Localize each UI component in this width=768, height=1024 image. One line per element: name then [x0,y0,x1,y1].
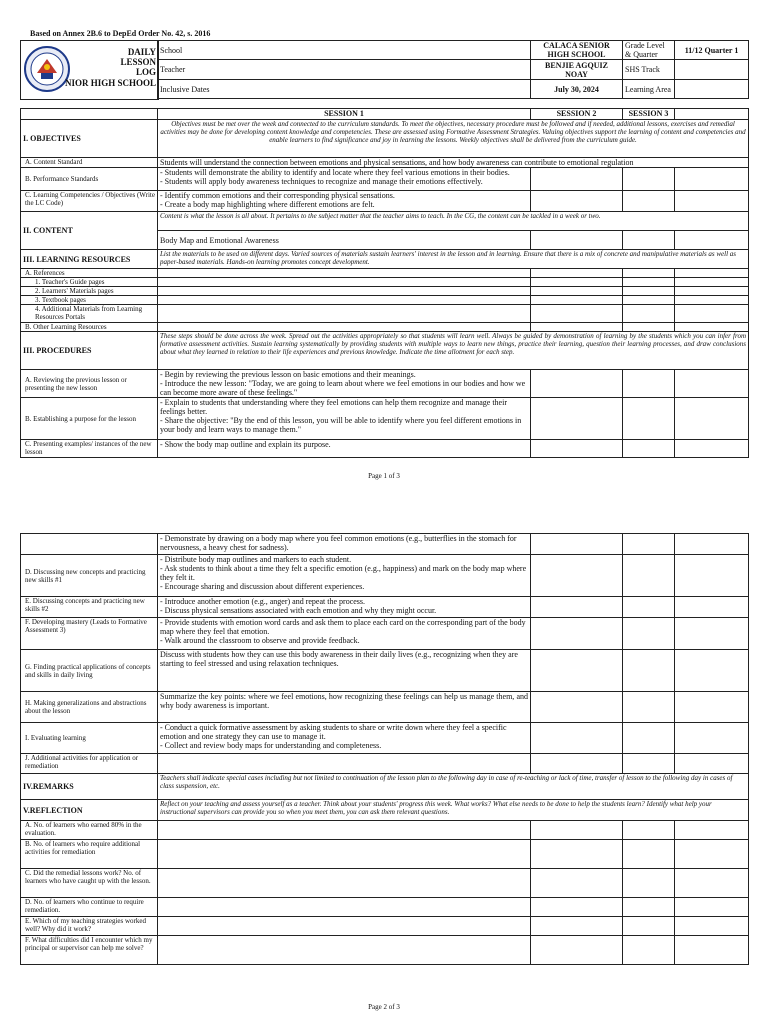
procedure-c-text: - Show the body map outline and explain its purpose. [158,440,531,458]
resources-note: List the materials to be used on different days. Varied sources of materials sustain learners' interest in the lesson and in learning. Ensure that there is a mix of concrete and manipulative materials as well as paper-based materials. Hands-on learning promotes concept development. [158,250,749,269]
competencies-text: - Identify common emotions and their corresponding physical sensations. - Create a body map highlighting where different emotions are felt. [158,191,531,212]
references-label: A. References [21,269,158,278]
header-info-table [157,40,749,99]
procedure-e-label: E. Discussing concepts and practicing new skills #2 [21,597,158,618]
procedure-h-text: Summarize the key points: where we feel emotions, how recognizing these feelings can help us manage them, and why body awareness is important. [158,692,531,723]
objectives-note: Objectives must be met over the week and connected to the curriculum standards. To meet the objectives, necessary procedure must be followed and if needed, additional lessons, exercises and remedial activities may be done for developing content knowledge and competencies. These are assessed using Formative Assessment Strategies. Valuing objectives support the learning of content and competencies and enable learners to find significance and joy in learning the lessons. Weekly objectives shall be delivered from the curriculum guide. [158,120,749,158]
procedure-a-label: A. Reviewing the previous lesson or presenting the new lesson [21,370,158,398]
annex-reference: Based on Annex 2B.6 to DepEd Order No. 42, s. 2016 [30,29,211,38]
lesson-table-page2 [20,533,749,965]
school-type: NIOR HIGH SCHOOL [64,78,156,88]
procedure-e-text: - Introduce another emotion (e.g., anger) and repeat the process. - Discuss physical sensations associated with each emotion and why they might occur. [158,597,531,618]
procedure-g-text: Discuss with students how they can use this body awareness in their daily lives (e.g., recognizing when they are starting to feel stressed and using relaxation techniques. [158,650,531,692]
session-1-header: SESSION 1 [158,109,531,120]
reflection-item-e: E. Which of my teaching strategies worked well? Why did it work? [21,917,158,936]
procedure-i-label: I. Evaluating learning [21,723,158,754]
dates-label: Inclusive Dates [158,80,531,99]
other-resources-label: B. Other Learning Resources [21,323,158,332]
procedure-d-text: - Distribute body map outlines and markers to each student. - Ask students to think about a time they felt a specific emotion (e.g., happiness) and mark on the body map where they felt it. - Encourage sharing and discussion about different experiences. [158,555,531,597]
textbook-pages-label: 3. Textbook pages [21,296,158,305]
procedure-c-text-continued: - Demonstrate by drawing on a body map where you feel common emotions (e.g., butterflies in the stomach for nervousness, a heavy chest for sadness). [158,534,531,555]
grade-label: Grade Level & Quarter [623,41,675,60]
content-label: II. CONTENT [21,212,158,250]
dates-value: July 30, 2024 [531,80,623,99]
tg-pages-label: 1. Teacher's Guide pages [21,278,158,287]
remarks-label: IV.REMARKS [21,774,158,800]
school-value: CALACA SENIOR HIGH SCHOOL [531,41,623,60]
reflection-item-a: A. No. of learners who earned 80% in the evaluation. [21,821,158,840]
grade-value: 11/12 Quarter 1 [675,41,749,60]
competencies-label: C. Learning Competencies / Objectives (Write the LC Code) [21,191,158,212]
remarks-note: Teachers shall indicate special cases including but not limited to continuation of the lesson plan to the following day in case of re-teaching or lack of time, transfer of lesson to the following day in cases of class suspension, etc. [158,774,749,800]
procedure-b-text: - Explain to students that understanding where they feel emotions can help them recognize and manage their feelings better. - Share the objective: "By the end of this lesson, you will be able to identify where you feel different emotions in your body and learn ways to manage them." [158,398,531,440]
teacher-value: BENJIE AGQUIZ NOAY [531,60,623,80]
resources-label: III. LEARNING RESOURCES [21,250,158,269]
procedures-label: III. PROCEDURES [21,332,158,370]
reflection-label: V.REFLECTION [21,800,158,821]
session-2-header: SESSION 2 [531,109,623,120]
procedure-i-text: - Conduct a quick formative assessment by asking students to share or write down where they feel a specific emotion and one strategy they can use to manage it. - Collect and review body maps for understanding and completeness. [158,723,531,754]
log-title: DAILY LESSON LOG [120,47,156,77]
content-standard-label: A. Content Standard [21,158,158,168]
content-value: Body Map and Emotional Awareness [158,231,531,250]
procedure-f-label: F. Developing mastery (Leads to Formative Assessment 3) [21,618,158,650]
reflection-item-b: B. No. of learners who require additional activities for remediation [21,840,158,869]
deped-seal-icon [23,45,71,93]
procedure-d-label: D. Discussing new concepts and practicing new skills #1 [21,555,158,597]
header-logo-cell [20,40,159,100]
performance-label: B. Performance Standards [21,168,158,191]
content-standard-text: Students will understand the connection between emotions and physical sensations, and how body awareness can contribute to emotional regulation [158,158,749,168]
procedure-f-text: - Provide students with emotion word cards and ask them to place each card on the corresponding part of the body map where they feel that emotion. - Walk around the classroom to observe and provide feedback. [158,618,531,650]
objectives-label: I. OBJECTIVES [21,120,158,158]
performance-text: - Students will demonstrate the ability to identify and locate where they feel various emotions in their bodies. - Students will apply body awareness techniques to recognize and manage their emotions effectively. [158,168,531,191]
reflection-item-f: F. What difficulties did I encounter which my principal or supervisor can help me solve? [21,936,158,965]
track-label: SHS Track [623,60,675,80]
procedures-note: These steps should be done across the week. Spread out the activities appropriately so that students will learn well. Always be guided by demonstration of learning by the students which you can infer from formative assessment activities. Sustain learning systematically by providing students with multiple ways to learn new things, practice their learning, question their learning processes, and draw conclusions about what they learned in relation to their life experiences and previous knowledge. Indicate the time allotment for each step. [158,332,749,370]
session-3-header: SESSION 3 [623,109,675,120]
reflection-item-d: D. No. of learners who continue to require remediation. [21,898,158,917]
procedure-b-label: B. Establishing a purpose for the lesson [21,398,158,440]
lm-pages-label: 2. Learners' Materials pages [21,287,158,296]
procedure-c-label: C. Presenting examples/ instances of the new lesson [21,440,158,458]
teacher-label: Teacher [158,60,531,80]
area-label: Learning Area [623,80,675,99]
procedure-j-label: J. Additional activities for application or remediation [21,754,158,774]
procedure-g-label: G. Finding practical applications of concepts and skills in daily living [21,650,158,692]
reflection-item-c: C. Did the remedial lessons work? No. of learners who have caught up with the lesson. [21,869,158,898]
page-1-footer: Page 1 of 3 [368,472,400,480]
procedure-h-label: H. Making generalizations and abstractions about the lesson [21,692,158,723]
content-note: Content is what the lesson is all about. It pertains to the subject matter that the teacher aims to teach. In the CG, the content can be tackled in a week or two. [158,212,749,231]
additional-materials-label: 4. Additional Materials from Learning Resources Portals [21,305,158,323]
procedure-a-text: - Begin by reviewing the previous lesson on basic emotions and their meanings. - Introduce the new lesson: "Today, we are going to learn about where we feel emotions in our bodies and how we can become more aware of these feelings." [158,370,531,398]
lesson-table-page1 [20,108,749,458]
page-2-footer: Page 2 of 3 [368,1003,400,1011]
reflection-note: Reflect on your teaching and assess yourself as a teacher. Think about your students' progress this week. What works? What else needs to be done to help the students learn? Identify what help your instructional supervisors can provide you so when you meet them, you can ask them relevant questions. [158,800,749,821]
school-label: School [158,41,531,60]
